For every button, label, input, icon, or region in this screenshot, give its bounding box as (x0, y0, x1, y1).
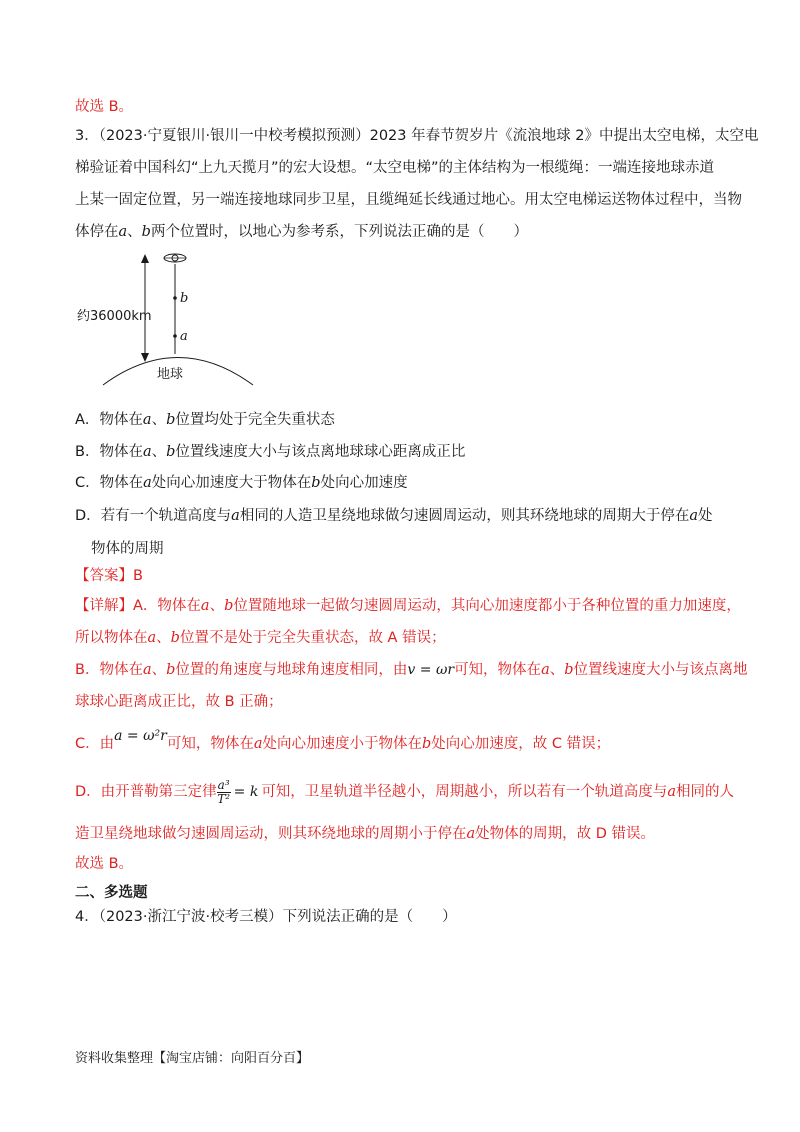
q3-stem-text: 2023 年春节贺岁片《流浪地球 2》中提出太空电梯，太空电 (369, 128, 759, 144)
q3-conclusion: 故选 B。 (75, 856, 134, 872)
satellite-icon (164, 254, 186, 262)
analysis-d-line1: D．由开普勒第三定律 $\frac{\text{a³}}{\text{T²}}$ = k 可知，卫星轨道半径越小，周期越小，所以若有一个轨道高度与a相同的人 (75, 777, 734, 806)
point-b-label: b (180, 291, 189, 306)
answer-label: 【答案】 (75, 568, 133, 584)
q4-number: 4． (75, 909, 99, 925)
analysis-c-line: C．由a = ω²r可知，物体在a处向心加速度小于物体在b处向心加速度，故 C 错误； (75, 728, 611, 752)
q3-stem-line4: 体停在a、b两个位置时，以地心为参考系，下列说法正确的是（ ） (75, 224, 528, 240)
section-title: 二、多选题 (75, 885, 148, 901)
distance-label: 约36000km (77, 309, 152, 324)
q3-option-d-line2: 物体的周期 (91, 541, 164, 557)
answer-line (75, 565, 143, 587)
formula-a-omega2-r: a = ω²r (114, 728, 167, 744)
point-b-dot (173, 296, 177, 300)
space-elevator-diagram (75, 250, 275, 390)
q4-source: （2023·浙江宁波·校考三模） (98, 909, 283, 925)
distance-arrow-head-bottom (141, 353, 149, 362)
analysis-line2: 所以物体在a、b位置不是处于完全失重状态，故 A 错误； (75, 630, 446, 646)
q3-option-c: C．物体在a处向心加速度大于物体在b处向心加速度 (75, 475, 408, 491)
point-a-dot (173, 334, 177, 338)
q3-option-d-line1: D．若有一个轨道高度与a相同的人造卫星绕地球做匀速圆周运动，则其环绕地球的周期大于停在a处 (75, 508, 713, 524)
formula-v-omega-r: v = ωr (407, 662, 455, 678)
space-elevator-figure (75, 250, 275, 390)
analysis-b-line2: 球球心距离成正比，故 B 正确； (75, 694, 283, 710)
q3-stem-line1 (75, 125, 758, 147)
kepler-fraction: $\frac{\text{a³}}{\text{T²}}$ (217, 777, 231, 806)
analysis-b-line1: B．物体在a、b位置的角速度与地球角速度相同，由v = ωr可知，物体在a、b位置线速度大小与该点离地 (75, 662, 748, 678)
q3-number: 3． (75, 128, 99, 144)
page-footer: 资料收集整理【淘宝店铺：向阳百分百】 (75, 1051, 310, 1066)
q3-stem-line2: 梯验证着中国科幻“上九天揽月”的宏大设想。“太空电梯”的主体结构为一根缆绳：一端连接地球赤道 (75, 160, 715, 176)
answer-value: B (133, 568, 143, 584)
distance-arrow-head-top (141, 254, 149, 263)
q3-option-b: B．物体在a、b位置线速度大小与该点离地球球心距离成正比 (75, 444, 466, 460)
q3-option-a: A．物体在a、b位置均处于完全失重状态 (75, 412, 335, 428)
earth-label: 地球 (157, 367, 184, 382)
q3-source: （2023·宁夏银川·银川一中校考模拟预测） (98, 128, 370, 144)
analysis-d-line2: 造卫星绕地球做匀速圆周运动，则其环绕地球的周期小于停在a处物体的周期，故 D 错误。 (75, 826, 656, 842)
point-a-label: a (180, 329, 188, 344)
q4-stem: 4．（2023·浙江宁波·校考三模）下列说法正确的是（ ） (75, 909, 457, 925)
analysis-line1: 【详解】A．物体在a、b位置随地球一起做匀速圆周运动，其向心加速度都小于各种位置的重力加速度， (75, 598, 741, 614)
prev-conclusion: 故选 B。 (75, 99, 134, 115)
q3-stem-line3: 上某一固定位置，另一端连接地球同步卫星，且缆绳延长线通过地心。用太空电梯运送物体过程中，当物 (75, 192, 742, 208)
analysis-label: 【详解】 (75, 598, 133, 614)
